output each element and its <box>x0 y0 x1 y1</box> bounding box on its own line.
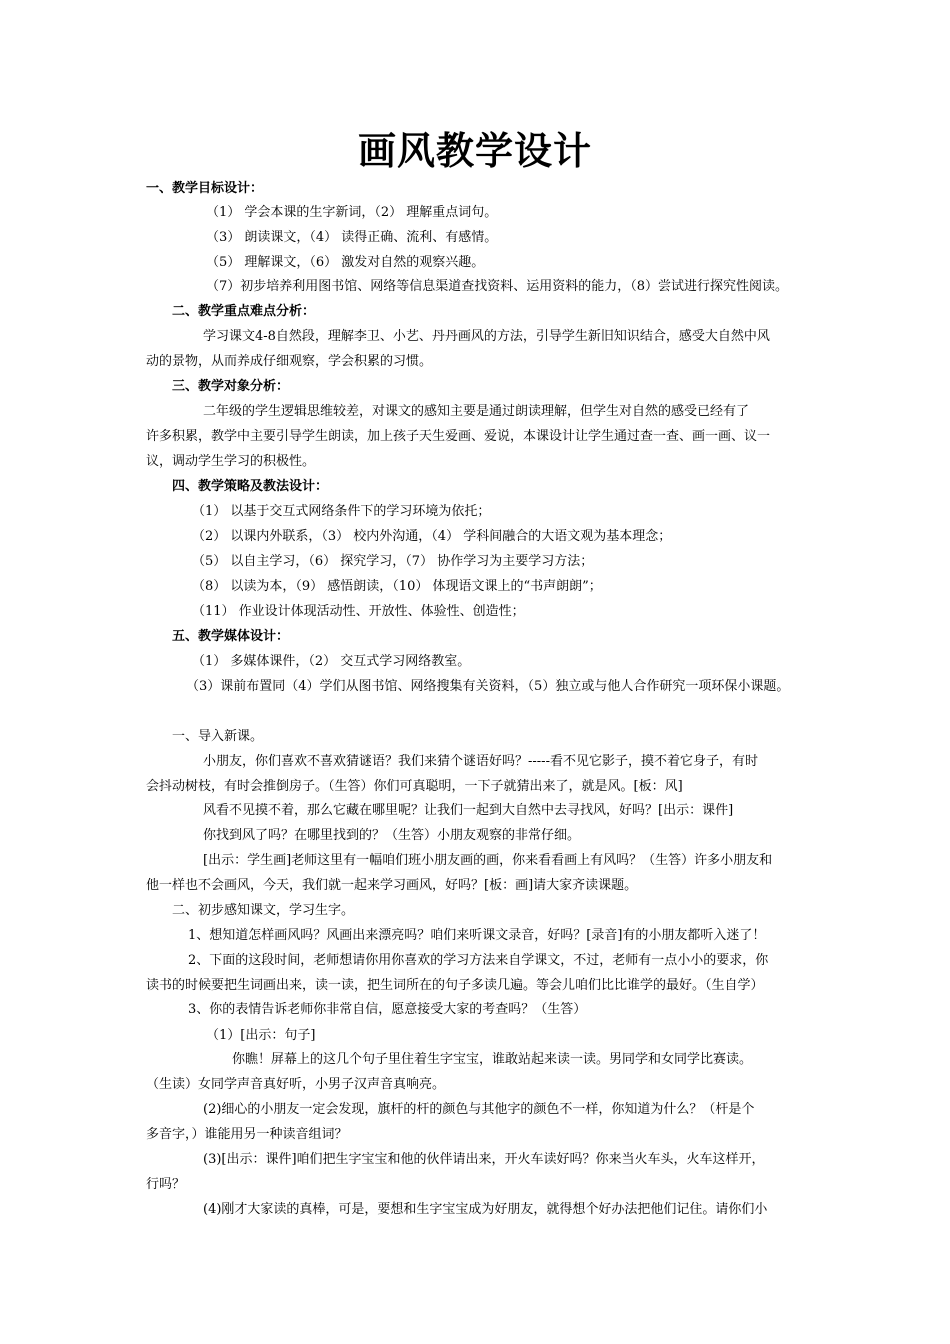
text-line: （3） 朗读课文，（4） 读得正确、流利、有感情。 <box>206 230 498 245</box>
text-line: （8） 以读为本，（9） 感悟朗读，（10） 体现语文课上的“书声朗朗”； <box>192 579 602 594</box>
section-heading: 一、教学目标设计： <box>146 181 264 196</box>
text-line: 行吗？ <box>146 1177 186 1192</box>
text-line: （3）课前布置同（4）学们从图书馆、网络搜集有关资料，（5）独立或与他人合作研究一项环保小课题。 <box>186 679 790 694</box>
text-line: 二年级的学生逻辑思维较差，对课文的感知主要是通过朗读理解，但学生对自然的感受已经有了 <box>203 404 750 419</box>
text-line: （1） 多媒体课件，（2） 交互式学习网络教室。 <box>192 654 471 669</box>
text-line: 他一样也不会画风，今天，我们就一起来学习画风，好吗？[板：画]请大家齐读课题。 <box>146 878 638 893</box>
text-line: [出示：学生画]老师这里有一幅咱们班小朋友画的画，你来看看画上有风吗？（生答）许多小朋友和 <box>203 853 773 868</box>
section-heading: 四、教学策略及教法设计： <box>172 479 329 494</box>
text-line: 二、初步感知课文，学习生字。 <box>172 903 355 918</box>
text-line: 动的景物，从而养成仔细观察，学会积累的习惯。 <box>146 354 433 369</box>
text-line: (3)[出示：课件]咱们把生字宝宝和他的伙伴请出来，开火车读好吗？你来当火车头，火车这样开， <box>203 1152 765 1167</box>
text-line: （2） 以课内外联系，（3） 校内外沟通，（4） 学科间融合的大语文观为基本理念； <box>192 529 672 544</box>
text-line: 1、想知道怎样画风吗？风画出来漂亮吗？咱们来听课文录音，好吗？[录音]有的小朋友都听入迷了！ <box>188 928 766 943</box>
text-line: 多音字，）谁能用另一种读音组词？ <box>146 1127 348 1142</box>
text-line: 2、下面的这段时间，老师想请你用你喜欢的学习方法来自学课文，不过，老师有一点小小的要求，你 <box>188 953 769 968</box>
text-line: 你瞧！屏幕上的这几个句子里住着生字宝宝，谁敢站起来读一读。男同学和女同学比赛读。 <box>232 1052 753 1067</box>
text-line: 读书的时候要把生词画出来，读一读，把生词所在的句子多读几遍。等会儿咱们比比谁学的最好。（生自学） <box>146 978 764 993</box>
text-line: 会抖动树枝，有时会推倒房子。（生答）你们可真聪明，一下子就猜出来了，就是风。[板：风] <box>146 779 683 794</box>
text-line: （生读）女同学声音真好听，小男子汉声音真响亮。 <box>146 1077 446 1092</box>
text-line: 议，调动学生学习的积极性。 <box>146 454 316 469</box>
text-line: 小朋友，你们喜欢不喜欢猜谜语？我们来猜个谜语好吗？-----看不见它影子，摸不着它身子，有时 <box>203 754 758 769</box>
text-line: 一、导入新课。 <box>172 729 264 744</box>
text-line: 许多积累，教学中主要引导学生朗读，加上孩子天生爱画、爱说，本课设计让学生通过查一查、画一画、议一 <box>146 429 771 444</box>
section-heading: 二、教学重点难点分析： <box>172 304 316 319</box>
text-line: （5） 以自主学习，（6） 探究学习，（7） 协作学习为主要学习方法； <box>192 554 594 569</box>
text-line: 3、你的表情告诉老师你非常自信，愿意接受大家的考查吗？（生答） <box>188 1002 587 1017</box>
text-line: （11） 作业设计体现活动性、开放性、体验性、创造性； <box>192 604 525 619</box>
text-line: (4)刚才大家读的真棒，可是，要想和生字宝宝成为好朋友，就得想个好办法把他们记住。请你们小 <box>203 1202 768 1217</box>
document-title: 画风教学设计 <box>357 129 592 173</box>
text-line: （7）初步培养利用图书馆、网络等信息渠道查找资料、运用资料的能力，（8）尝试进行探究性阅读。 <box>206 279 789 294</box>
text-line: （1）[出示：句子] <box>206 1028 316 1043</box>
section-heading: 五、教学媒体设计： <box>172 629 290 644</box>
text-line: 风看不见摸不着，那么它藏在哪里呢？让我们一起到大自然中去寻找风，好吗？[出示：课件] <box>203 803 734 818</box>
text-line: （1） 学会本课的生字新词，（2） 理解重点词句。 <box>206 205 498 220</box>
text-line: 你找到风了吗？在哪里找到的？（生答）小朋友观察的非常仔细。 <box>203 828 581 843</box>
text-line: （1） 以基于交互式网络条件下的学习环境为依托； <box>192 504 491 519</box>
section-heading: 三、教学对象分析： <box>172 379 290 394</box>
text-line: (2)细心的小朋友一定会发现，旗杆的杆的颜色与其他字的颜色不一样，你知道为什么？（杆是个 <box>203 1102 755 1117</box>
text-line: （5） 理解课文，（6） 激发对自然的观察兴趣。 <box>206 255 485 270</box>
text-line: 学习课文4-8自然段，理解李卫、小艺、丹丹画风的方法，引导学生新旧知识结合，感受大自然中风 <box>203 329 770 344</box>
